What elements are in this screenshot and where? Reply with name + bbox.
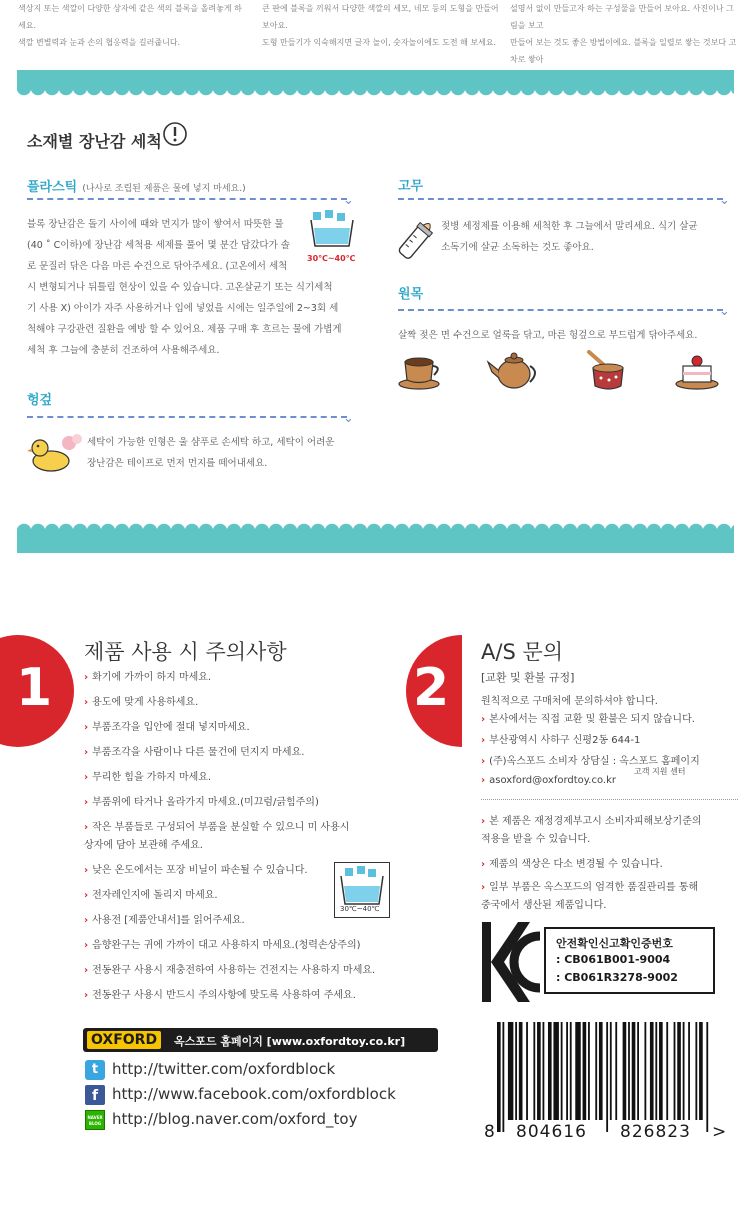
- list-item-text: 낮은 온도에서는 포장 비닐이 파손될 수 있습니다.: [92, 865, 308, 876]
- list-item: [84, 962, 414, 980]
- arrow-down-icon: ⌄: [719, 193, 730, 208]
- homepage-link[interactable]: 옥스포드 홈페이지 [www.oxfordtoy.co.kr]: [174, 1035, 406, 1048]
- barcode-bar: [595, 1022, 597, 1120]
- arrow-icon: ›: [481, 816, 486, 827]
- arrow-icon: ›: [84, 822, 89, 833]
- barcode-bar: [683, 1022, 685, 1120]
- support-center: 고객 지원 센터: [634, 767, 686, 776]
- barcode-bar: [570, 1022, 572, 1120]
- barcode-bar: [508, 1022, 513, 1120]
- barcode-digit-lead: 8: [484, 1122, 495, 1142]
- list-item-text: 본 제품은 재정경제부고시 소비자피해보상기준의 적용을 받을 수 있습니다.: [481, 816, 702, 845]
- wave-edge: [17, 88, 734, 102]
- rubber-label: 고무: [398, 179, 424, 194]
- plastic-label: 플라스틱: [27, 180, 78, 195]
- list-item-text: 음향완구는 귀에 가까이 대고 사용하지 마세요.(청력손상주의): [92, 940, 361, 951]
- barcode-bar: [706, 1022, 708, 1132]
- list-item: [84, 819, 414, 855]
- list-item-text: 일부 부품은 옥스포드의 엄격한 품질관리를 통해 중국에서 생산된 제품입니다.: [481, 882, 699, 911]
- plastic-text: 블록 장난감은 돌기 사이에 때와 먼지가 많이 쌓여서 따뜻한 물 (40 ˚ C이하)에 장난감 세척용 세제를 풀어 몇 분간 담갔다가 솔 로 문질러 닦은 다음 마른 수건으로 닦아주세요. (고온에서 세척 시 변형되거나 뒤틀림 현상이 있을 수 있습니다. 고온살균기 또는 식기세척 기 사용 X) 아이가 자주 사용하거나 입에 넣었을 시에는 일주일에 2~3회 세 척해야 구강관련 질환을 예방 할 수 있어요. 제품 구매 후 흐르는 물에 가볍게 세척 후 그늘에 충분히 건조하여 사용해주세요.: [27, 219, 342, 356]
- barcode-bar: [628, 1022, 630, 1120]
- arrow-down-icon: ⌄: [343, 411, 354, 426]
- oxford-logo: OXFORD: [87, 1031, 161, 1049]
- barcode-bar: [644, 1022, 646, 1120]
- divider: [398, 198, 723, 200]
- divider: [481, 799, 738, 801]
- as-email-text: asoxford@oxfordtoy.co.kr: [489, 775, 616, 786]
- cleaning-title: 소재별 장난감 세척: [27, 132, 162, 151]
- list-item-text: 부산광역시 사하구 신평2동 644-1: [489, 735, 641, 746]
- arrow-icon: ›: [84, 722, 89, 733]
- plastic-note: (나사로 조립된 제품은 물에 넣지 마세요.): [82, 184, 246, 194]
- list-item-text: 용도에 맞게 사용하세요.: [92, 697, 199, 708]
- arrow-icon: ›: [84, 865, 89, 876]
- barcode-bar: [497, 1022, 501, 1132]
- list-item: [84, 669, 414, 687]
- list-item-text: (주)옥스포드 소비자 상담실 : 옥스포드 홈페이지: [489, 756, 700, 767]
- exclamation-icon: [162, 121, 188, 147]
- water-basin-icon: [309, 210, 355, 250]
- barcode-bar: [543, 1022, 545, 1120]
- arrow-icon: ›: [84, 890, 89, 901]
- barcode-bar: [688, 1022, 690, 1120]
- arrow-icon: ›: [481, 735, 486, 746]
- plastic-temp: 30℃~40℃: [307, 254, 356, 263]
- barcode-bar: [588, 1022, 590, 1120]
- arrow-icon: ›: [481, 756, 486, 767]
- list-item: [481, 813, 741, 849]
- list-item-text: 제품의 색상은 다소 변경될 수 있습니다.: [489, 859, 663, 870]
- list-item: [84, 719, 414, 737]
- divider: [27, 416, 347, 418]
- barcode-digits-right: 826823: [620, 1122, 691, 1142]
- sugar-pot-icon: [585, 348, 631, 392]
- list-item: [84, 794, 414, 812]
- arrow-icon: ›: [481, 882, 486, 893]
- barcode-bar: [632, 1022, 636, 1120]
- teal-band-top: [17, 70, 734, 88]
- barcode-bar: [533, 1022, 535, 1120]
- list-item-text: 화기에 가까이 하지 마세요.: [92, 672, 212, 683]
- list-item: [481, 879, 741, 915]
- plastic-heading: [27, 176, 246, 195]
- list-item-text: 전동완구 사용시 반드시 주의사항에 맞도록 사용하여 주세요.: [92, 990, 356, 1001]
- twitter-icon: t: [85, 1060, 105, 1080]
- list-item-text: 작은 부품들로 구성되어 부품을 분실할 수 있으니 미 사용시 상자에 담아 보관해 주세요.: [84, 822, 350, 851]
- twitter-link[interactable]: http://twitter.com/oxfordblock: [112, 1060, 336, 1078]
- barcode-bar: [674, 1022, 676, 1120]
- list-item: [481, 732, 640, 750]
- list-item: [84, 694, 414, 712]
- arrow-icon: ›: [84, 797, 89, 808]
- barcode-digits-left: 804616: [516, 1122, 587, 1142]
- arrow-icon: ›: [84, 672, 89, 683]
- fabric-text: 세탁이 가능한 인형은 울 샴푸로 손세탁 하고, 세탁이 어려운 장난감은 테이프로 먼저 먼지를 떼어내세요.: [87, 437, 335, 469]
- teapot-icon: [486, 348, 542, 392]
- arrow-icon: ›: [481, 775, 486, 786]
- naver-blog-icon: NAVER BLOG: [85, 1110, 105, 1130]
- facebook-link[interactable]: http://www.facebook.com/oxfordblock: [112, 1085, 396, 1103]
- barcode-bar: [699, 1022, 703, 1120]
- as-intro: 원칙적으로 구매처에 문의하셔야 합니다.: [481, 696, 658, 707]
- barcode-bar: [659, 1022, 663, 1120]
- arrow-down-icon: ⌄: [343, 193, 354, 208]
- list-item-text: 부품조각을 사람이나 다른 물건에 던지지 마세요.: [92, 747, 305, 758]
- list-item-text: 사용전 [제품안내서]를 읽어주세요.: [92, 915, 245, 926]
- list-item: [84, 769, 414, 787]
- barcode-bar: [606, 1022, 608, 1132]
- barcode-bar: [695, 1022, 697, 1120]
- duck-toy-icon: [27, 431, 85, 473]
- list-item: [481, 856, 741, 874]
- as-subtitle: [교환 및 환불 규정]: [481, 671, 575, 684]
- as-title: A/S 문의: [481, 640, 564, 664]
- divider: [27, 198, 347, 200]
- kc-code-2: : CB061R3278-9002: [556, 971, 678, 984]
- arrow-down-icon: ⌄: [719, 304, 730, 319]
- barcode-bar: [655, 1022, 657, 1120]
- divider: [398, 309, 723, 311]
- barcode-bar: [537, 1022, 541, 1120]
- barcode-bar: [526, 1022, 528, 1120]
- caution-title: 제품 사용 시 주의사항: [84, 640, 287, 664]
- list-item-text: 전동완구 사용시 재충전하여 사용하는 건전지는 사용하지 마세요.: [92, 965, 376, 976]
- barcode-bar: [548, 1022, 552, 1120]
- list-item: [84, 937, 414, 955]
- kc-mark-icon: [482, 922, 540, 1002]
- barcode-bar: [637, 1022, 639, 1120]
- barcode-bar: [583, 1022, 587, 1120]
- list-item: [481, 711, 695, 729]
- arrow-icon: ›: [84, 772, 89, 783]
- top-text-3: 설명서 없이 만들고자 하는 구성물을 만들어 보아요. 사진이나 그림을 보고 만들어 보는 것도 좋은 방법이에요. 블록을 일렬로 쌓는 것보다 고차로 쌓아: [510, 4, 737, 64]
- list-item-text: 본사에서는 직접 교환 및 환불은 되지 않습니다.: [489, 714, 695, 725]
- barcode-bar: [561, 1022, 563, 1120]
- barcode-bar: [553, 1022, 558, 1120]
- list-item-text: 부품조각을 입안에 절대 넣지마세요.: [92, 722, 250, 733]
- list-item-text: 전자레인지에 돌리지 마세요.: [92, 890, 218, 901]
- barcode-quiet-marker: >: [712, 1122, 727, 1142]
- kc-title: 안전확인신고확인증번호: [556, 937, 673, 950]
- arrow-icon: ›: [481, 714, 486, 725]
- barcode-bar: [515, 1022, 517, 1120]
- wood-text: 살짝 젖은 면 수건으로 얼룩을 닦고, 마른 헝겊으로 부드럽게 닦아주세요.: [398, 330, 698, 341]
- list-item-text: 부품위에 타거나 올라가지 마세요.(미끄럼/긁힘주의): [92, 797, 319, 808]
- caution-temp: 30℃~40℃: [340, 905, 380, 913]
- barcode-bar: [502, 1022, 504, 1132]
- arrow-icon: ›: [84, 965, 89, 976]
- wave-edge: [17, 517, 734, 531]
- wood-label: 원목: [398, 287, 424, 302]
- arrow-icon: ›: [84, 747, 89, 758]
- barcode-bar: [615, 1022, 617, 1120]
- kc-code-1: : CB061B001-9004: [556, 953, 671, 966]
- arrow-icon: ›: [84, 915, 89, 926]
- barcode-bar: [666, 1022, 668, 1120]
- section-number: 1: [16, 658, 53, 718]
- baby-bottle-icon: [394, 216, 438, 264]
- fabric-label: 헝겊: [27, 393, 53, 408]
- barcode-bar: [650, 1022, 654, 1120]
- top-text-1: 색상지 또는 색깔이 다양한 상자에 같은 색의 블록을 올려놓게 하세요. 색깔 변별력과 눈과 손의 협응력을 길러줍니다.: [18, 4, 242, 47]
- rubber-text: 젖병 세정제를 이용해 세척한 후 그늘에서 말리세요. 식기 살균 소독기에 살균 소독하는 것도 좋아요.: [441, 221, 698, 253]
- barcode-bar: [610, 1022, 612, 1120]
- barcode: [497, 1022, 710, 1132]
- barcode-bar: [519, 1022, 523, 1120]
- top-text-2: 큰 판에 블록을 끼워서 다양한 색깔의 세모, 네모 등의 도형을 만들어 보아요. 도형 만들기가 익숙해지면 글자 놀이, 숫자놀이에도 도전 해 보세요.: [262, 4, 499, 47]
- arrow-icon: ›: [84, 940, 89, 951]
- coffee-cup-icon: [397, 352, 445, 390]
- barcode-bar: [623, 1022, 627, 1120]
- barcode-bar: [566, 1022, 568, 1120]
- teal-band-bottom: [17, 531, 734, 553]
- blog-link[interactable]: http://blog.naver.com/oxford_toy: [112, 1110, 358, 1128]
- section-number: 2: [413, 658, 450, 718]
- arrow-icon: ›: [481, 859, 486, 870]
- facebook-icon: f: [85, 1085, 105, 1105]
- cake-icon: [673, 350, 721, 392]
- barcode-bar: [677, 1022, 681, 1120]
- as-email: [481, 775, 616, 786]
- list-item: [84, 987, 414, 1005]
- arrow-icon: ›: [84, 990, 89, 1001]
- barcode-bar: [599, 1022, 603, 1120]
- barcode-bar: [575, 1022, 580, 1120]
- list-item-text: 무리한 힘을 가하지 마세요.: [92, 772, 212, 783]
- arrow-icon: ›: [84, 697, 89, 708]
- list-item: [84, 744, 414, 762]
